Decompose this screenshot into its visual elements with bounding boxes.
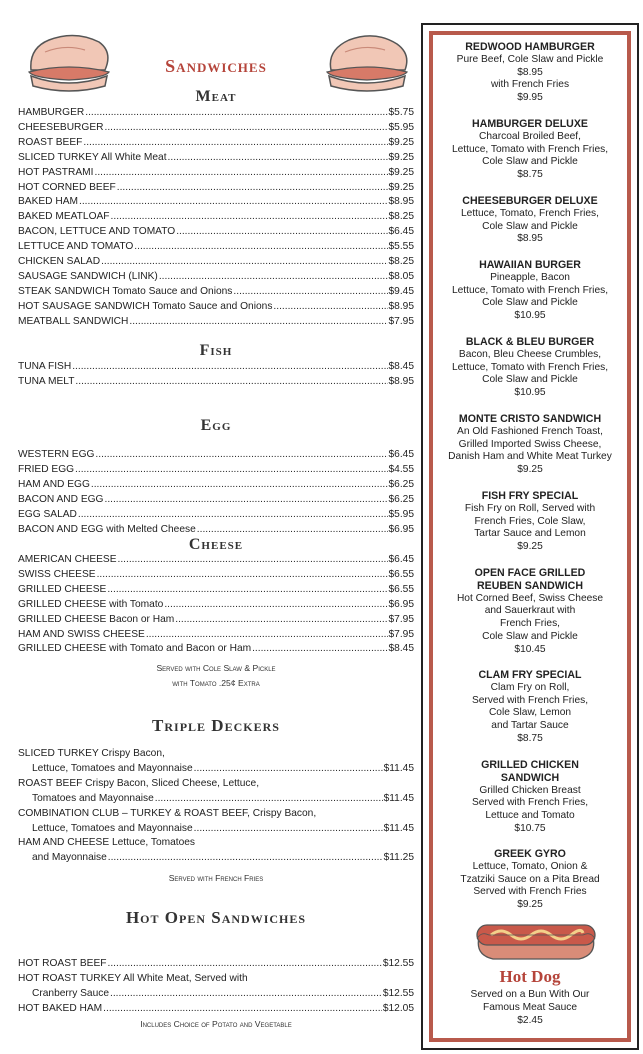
- list-item: SAUSAGE SANDWICH (LINK) ..... $8.05: [18, 270, 414, 285]
- specials-inner-border: [429, 31, 631, 1042]
- list-item: Tomatoes and Mayonnaise ..... $11.45: [18, 792, 414, 807]
- special-reuben: OPEN FACE GRILLED REUBEN SANDWICH Hot Corned Beef, Swiss Cheese and Sauerkraut with French Fries, Cole Slaw and Pickle $10.45: [456, 567, 604, 655]
- list-item: WESTERN EGG ..... $6.45: [18, 448, 414, 463]
- meat-list: [18, 106, 414, 330]
- hot-open-list: [18, 957, 414, 1017]
- list-item: HOT ROAST BEEF ..... $12.55: [18, 957, 414, 972]
- list-item: HAM AND SWISS CHEESE ..... $7.95: [18, 628, 414, 643]
- list-item: FRIED EGG ..... $4.55: [18, 463, 414, 478]
- special-grilled-chicken: GRILLED CHICKEN SANDWICH Grilled Chicken Breast Served with French Fries, Lettuce and Tomato $10.75: [471, 759, 589, 834]
- triple-note: Served with French Fries: [168, 873, 264, 883]
- list-item: BAKED HAM ..... $8.95: [18, 195, 414, 210]
- special-black-bleu-burger: BLACK & BLEU BURGER Bacon, Bleu Cheese Crumbles, Lettuce, Tomato with French Fries, Cole Slaw and Pickle $10.95: [451, 336, 609, 399]
- list-item: ROAST BEEF Crispy Bacon, Sliced Cheese, Lettuce,: [18, 777, 260, 789]
- list-item: MEATBALL SANDWICH ..... $7.95: [18, 315, 414, 330]
- cheese-list: [18, 553, 414, 657]
- list-item: HOT BAKED HAM ..... $12.05: [18, 1002, 414, 1017]
- list-item: GRILLED CHEESE with Tomato and Bacon or Ham ..... $8.45: [18, 642, 414, 657]
- special-greek-gyro: GREEK GYRO Lettuce, Tomato, Onion & Tzatziki Sauce on a Pita Bread Served with French Fries $9.25: [460, 848, 600, 911]
- list-item: BACON, LETTUCE AND TOMATO ..... $6.45: [18, 225, 414, 240]
- list-item: CHEESEBURGER ..... $5.95: [18, 121, 414, 136]
- list-item: GRILLED CHEESE Bacon or Ham ..... $7.95: [18, 613, 414, 628]
- hotdog-title: Hot Dog: [499, 967, 561, 986]
- cheese-note-1: Served with Cole Slaw & Pickle: [156, 663, 276, 673]
- fish-list: [18, 360, 414, 390]
- egg-title: Egg: [200, 417, 232, 434]
- meat-title: Meat: [195, 88, 237, 105]
- list-item: HAMBURGER ..... $5.75: [18, 106, 414, 121]
- hot-open-title: Hot Open Sandwiches: [125, 908, 307, 927]
- list-item: and Mayonnaise ..... $11.25: [18, 851, 414, 866]
- hot-open-note: Includes Choice of Potato and Vegetable: [140, 1019, 292, 1029]
- list-item: HOT ROAST TURKEY All White Meat, Served with: [18, 972, 248, 984]
- special-hawaiian-burger: HAWAIIAN BURGER Pineapple, Bacon Lettuce, Tomato with French Fries, Cole Slaw and Pickle $10.95: [451, 259, 609, 322]
- list-item: AMERICAN CHEESE ..... $6.45: [18, 553, 414, 568]
- list-item: ROAST BEEF ..... $9.25: [18, 136, 414, 151]
- list-item: SLICED TURKEY All White Meat ..... $9.25: [18, 151, 414, 166]
- hotdog-icon: [471, 915, 601, 965]
- list-item: BAKED MEATLOAF ..... $8.25: [18, 210, 414, 225]
- specials-panel: [421, 23, 639, 1050]
- list-item: LETTUCE AND TOMATO ..... $5.55: [18, 240, 414, 255]
- egg-list: [18, 448, 414, 537]
- list-item: SWISS CHEESE ..... $6.55: [18, 568, 414, 583]
- hotdog-description: Served on a Bun With Our Famous Meat Sauce $2.45: [470, 989, 590, 1026]
- special-cheeseburger-deluxe: CHEESEBURGER DELUXE Lettuce, Tomato, French Fries, Cole Slaw and Pickle $8.95: [461, 195, 599, 245]
- list-item: TUNA FISH ..... $8.45: [18, 360, 414, 375]
- list-item: HAM AND CHEESE Lettuce, Tomatoes: [18, 837, 196, 849]
- fish-title: Fish: [199, 342, 233, 359]
- list-item: GRILLED CHEESE with Tomato ..... $6.95: [18, 598, 414, 613]
- special-redwood-hamburger: REDWOOD HAMBURGER Pure Beef, Cole Slaw and Pickle $8.95 with French Fries $9.95: [456, 41, 604, 104]
- list-item: Lettuce, Tomatoes and Mayonnaise ..... $11.45: [18, 762, 414, 777]
- list-item: CHICKEN SALAD ..... $8.25: [18, 255, 414, 270]
- special-fish-fry: FISH FRY SPECIAL Fish Fry on Roll, Served with French Fries, Cole Slaw, Tartar Sauce and Lemon $9.25: [464, 490, 596, 553]
- list-item: HAM AND EGG ..... $6.25: [18, 478, 414, 493]
- list-item: Lettuce, Tomatoes and Mayonnaise ..... $11.45: [18, 822, 414, 837]
- special-hamburger-deluxe: HAMBURGER DELUXE Charcoal Broiled Beef, Lettuce, Tomato with French Fries, Cole Slaw and Pickle $8.75: [451, 118, 609, 181]
- list-item: GRILLED CHEESE ..... $6.55: [18, 583, 414, 598]
- list-item: HOT CORNED BEEF ..... $9.25: [18, 181, 414, 196]
- list-item: COMBINATION CLUB – TURKEY & ROAST BEEF, Crispy Bacon,: [18, 807, 317, 819]
- sandwiches-title: Sandwiches: [165, 56, 267, 76]
- list-item: HOT SAUSAGE SANDWICH Tomato Sauce and Onions ..... $8.95: [18, 300, 414, 315]
- list-item: HOT PASTRAMI ..... $9.25: [18, 166, 414, 181]
- cheese-note-2: with Tomato .25¢ Extra: [172, 678, 260, 688]
- cheese-title: Cheese: [188, 536, 244, 553]
- list-item: TUNA MELT ..... $8.95: [18, 375, 414, 390]
- list-item: Cranberry Sauce ..... $12.55: [18, 987, 414, 1002]
- triple-deckers-title: Triple Deckers: [152, 716, 280, 735]
- list-item: BACON AND EGG with Melted Cheese ..... $6.95: [18, 523, 414, 538]
- special-clam-fry: CLAM FRY SPECIAL Clam Fry on Roll, Served with French Fries, Cole Slaw, Lemon and Tartar Sauce $8.75: [471, 669, 589, 744]
- triple-list: [18, 747, 414, 866]
- list-item: EGG SALAD ..... $5.95: [18, 508, 414, 523]
- list-item: STEAK SANDWICH Tomato Sauce and Onions ..... $9.45: [18, 285, 414, 300]
- special-monte-cristo: MONTE CRISTO SANDWICH An Old Fashioned French Toast, Grilled Imported Swiss Cheese, Danish Ham and White Meat Turkey $9.25: [448, 413, 612, 476]
- list-item: SLICED TURKEY Crispy Bacon,: [18, 748, 165, 759]
- list-item: BACON AND EGG ..... $6.25: [18, 493, 414, 508]
